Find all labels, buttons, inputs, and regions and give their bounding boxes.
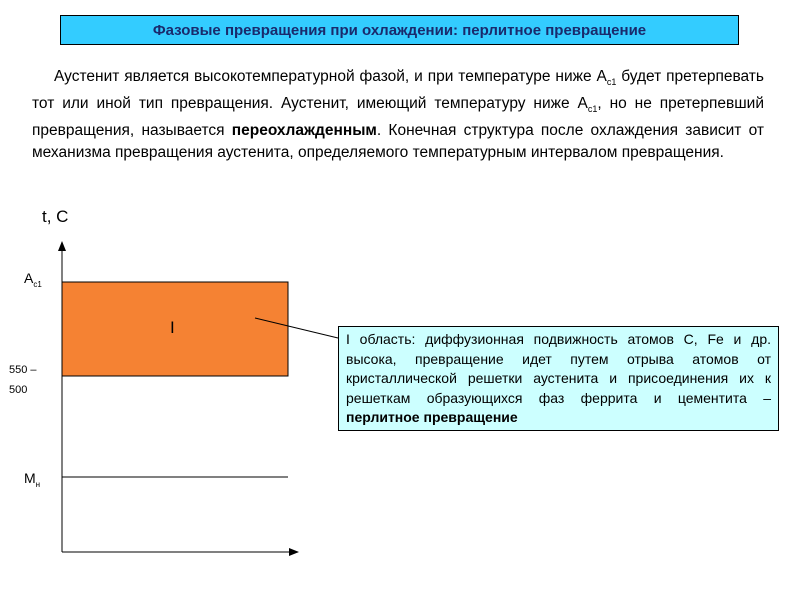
pearlite-callout [338,326,779,431]
ac1-subscript: с1 [587,104,598,115]
tick-ac1-main: А [24,270,34,286]
intro-text-3: , но не претерпевший превращения, называется [32,95,765,140]
callout-text: I область: диффузионная подвижность атомов С, Fe и др. высока, превращение идет путем отрыва атомов от кристаллической решетки аустенита и присоединения их к решеткам образующихся фаз феррита и цементита – [346,331,771,406]
tick-ac1 [24,270,42,289]
tick-mn-main: М [24,470,36,486]
tick-ac1-sub: с1 [33,279,42,289]
y-axis-label: t, C [42,207,69,226]
pearlite-region [62,282,288,376]
region-label: I [170,318,175,337]
supercooled-term: переохлажденным [231,122,377,140]
callout-bold: перлитное превращение [346,409,518,425]
ac1-subscript: с1 [606,77,617,88]
tick-mn [24,470,40,489]
intro-text-4: . Конечная структура после охлаждения зависит от механизма превращения аустенита, определяемого температурным интервалом превращения. [32,122,765,162]
intro-text-1: Аустенит является высокотемпературной фазой, и при температуре ниже А [54,68,607,85]
slide-title: Фазовые превращения при охлаждении: перлитное превращение [60,15,739,45]
intro-text-2: будет претерпевать тот или иной тип превращения. Аустенит, имеющий температуру ниже А [32,68,764,113]
tick-mn-sub: н [35,479,41,489]
tick-550-500: 550 – 500 [9,364,37,396]
